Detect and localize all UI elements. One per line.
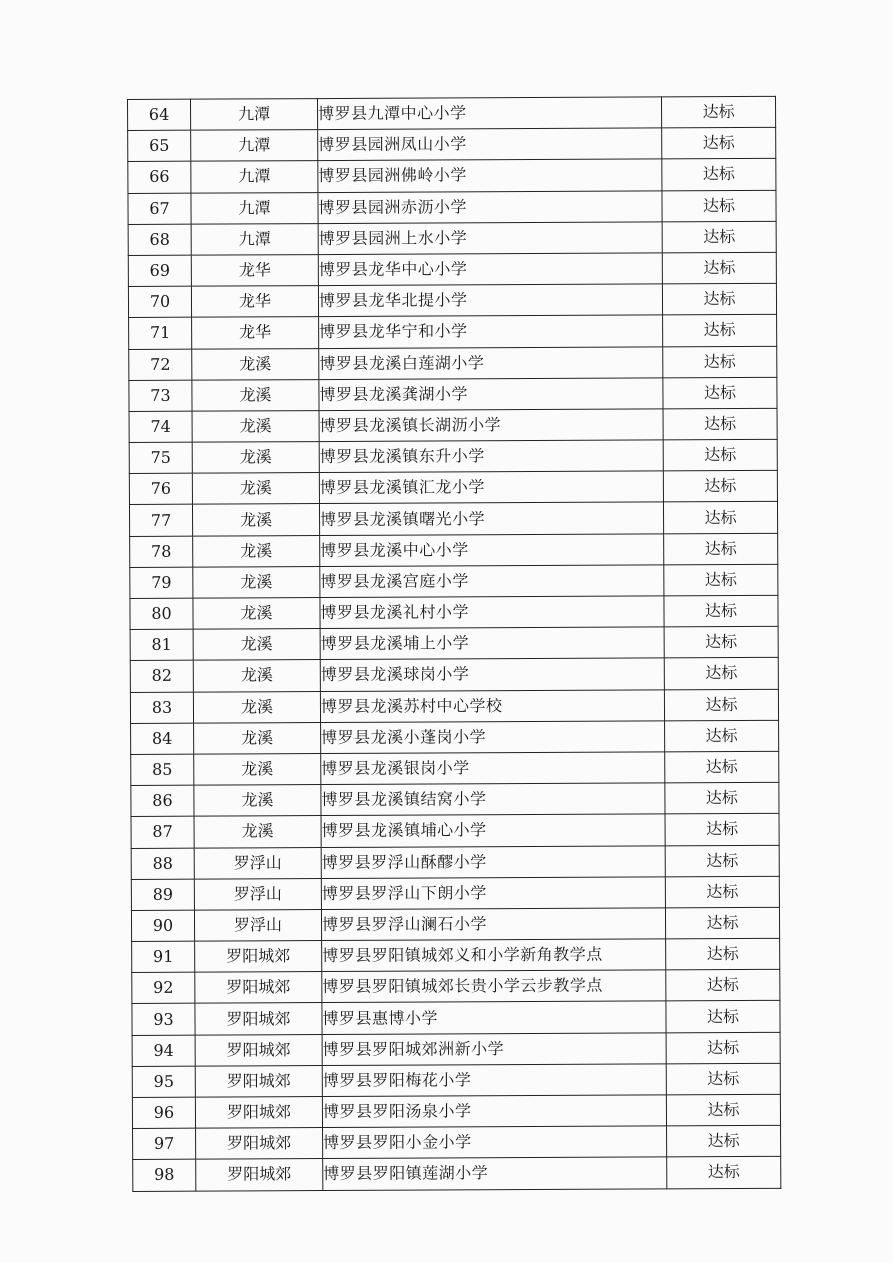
row-number-cell: 70 <box>128 286 191 317</box>
status-cell: 达标 <box>666 938 780 970</box>
status-cell: 达标 <box>662 283 776 315</box>
school-compliance-table <box>127 96 781 1192</box>
row-number-cell: 75 <box>129 442 192 473</box>
school-name-cell: 博罗县龙溪苏村中心学校 <box>320 689 664 722</box>
town-cell: 罗阳城郊 <box>195 1065 322 1097</box>
row-number-cell: 72 <box>129 349 192 380</box>
school-name-cell: 博罗县罗浮山澜石小学 <box>321 908 665 941</box>
status-cell: 达标 <box>663 315 777 347</box>
school-name-cell: 博罗县罗阳镇城郊义和小学新角教学点 <box>322 939 666 972</box>
school-name-cell: 博罗县龙溪礼村小学 <box>320 596 664 629</box>
school-name-cell: 博罗县罗阳城郊洲新小学 <box>322 1033 666 1066</box>
table-row <box>132 1063 780 1097</box>
school-name-cell: 博罗县园洲赤沥小学 <box>318 190 662 223</box>
school-name-cell: 博罗县罗浮山酥醪小学 <box>321 845 665 878</box>
school-name-cell: 博罗县龙溪白莲湖小学 <box>319 346 663 379</box>
school-name-cell: 博罗县龙溪球岗小学 <box>320 658 664 691</box>
status-cell: 达标 <box>665 814 779 846</box>
school-name-cell: 博罗县罗阳镇城郊长贵小学云步教学点 <box>322 970 666 1003</box>
table-row <box>130 533 778 567</box>
town-cell: 九潭 <box>191 161 318 193</box>
row-number-cell: 65 <box>128 130 191 161</box>
school-name-cell: 博罗县龙华北提小学 <box>318 284 662 317</box>
row-number-cell: 73 <box>129 380 192 411</box>
school-name-cell: 博罗县九潭中心小学 <box>318 97 662 130</box>
table-row <box>130 689 778 723</box>
row-number-cell: 66 <box>128 162 191 193</box>
school-name-cell: 博罗县罗阳梅花小学 <box>322 1064 666 1097</box>
school-name-cell: 博罗县罗浮山下朗小学 <box>321 877 665 910</box>
row-number-cell: 97 <box>133 1128 196 1159</box>
row-number-cell: 93 <box>132 1004 195 1035</box>
town-cell: 龙溪 <box>193 535 320 567</box>
town-cell: 罗阳城郊 <box>195 972 322 1004</box>
table-row <box>130 658 778 692</box>
town-cell: 龙溪 <box>192 348 319 380</box>
table-row <box>131 907 779 941</box>
status-cell: 达标 <box>665 720 779 752</box>
table-row <box>132 970 780 1004</box>
town-cell: 罗阳城郊 <box>195 941 322 973</box>
town-cell: 龙溪 <box>192 473 319 505</box>
table-row <box>130 627 778 661</box>
school-name-cell: 博罗县龙溪镇埔心小学 <box>321 814 665 847</box>
school-name-cell: 博罗县龙溪小蓬岗小学 <box>321 721 665 754</box>
row-number-cell: 74 <box>129 411 192 442</box>
table-row <box>131 845 779 879</box>
status-cell: 达标 <box>664 533 778 565</box>
town-cell: 龙溪 <box>194 722 321 754</box>
table-row <box>130 595 778 629</box>
town-cell: 龙溪 <box>192 442 319 474</box>
town-cell: 龙溪 <box>194 785 321 817</box>
town-cell: 罗浮山 <box>194 909 321 941</box>
status-cell: 达标 <box>664 627 778 659</box>
table-row <box>131 782 779 816</box>
school-name-cell: 博罗县龙华宁和小学 <box>319 315 663 348</box>
table-row <box>129 377 777 411</box>
row-number-cell: 94 <box>132 1035 195 1066</box>
row-number-cell: 96 <box>132 1097 195 1128</box>
row-number-cell: 98 <box>133 1160 196 1191</box>
status-cell: 达标 <box>664 564 778 596</box>
status-cell: 达标 <box>666 1032 780 1064</box>
status-cell: 达标 <box>665 907 779 939</box>
status-cell: 达标 <box>666 1094 780 1126</box>
table-row <box>129 471 777 505</box>
row-number-cell: 95 <box>132 1066 195 1097</box>
school-name-cell: 博罗县龙溪宫庭小学 <box>320 565 664 598</box>
table-row <box>132 1094 780 1128</box>
school-name-cell: 博罗县龙华中心小学 <box>318 253 662 286</box>
row-number-cell: 84 <box>131 723 194 754</box>
row-number-cell: 67 <box>128 193 191 224</box>
town-cell: 罗浮山 <box>194 847 321 879</box>
table-row <box>132 1032 780 1066</box>
status-cell: 达标 <box>666 1001 780 1033</box>
table-row <box>128 283 776 317</box>
status-cell: 达标 <box>662 190 776 222</box>
town-cell: 龙溪 <box>194 753 321 785</box>
town-cell: 九潭 <box>191 130 318 162</box>
row-number-cell: 80 <box>130 598 193 629</box>
status-cell: 达标 <box>664 595 778 627</box>
table-body <box>128 96 781 1191</box>
school-name-cell: 博罗县龙溪镇东升小学 <box>319 440 663 473</box>
school-name-cell: 博罗县龙溪中心小学 <box>320 534 664 567</box>
row-number-cell: 78 <box>130 536 193 567</box>
town-cell: 罗浮山 <box>194 878 321 910</box>
table-row <box>129 408 777 442</box>
town-cell: 九潭 <box>191 223 318 255</box>
status-cell: 达标 <box>665 751 779 783</box>
table-row <box>129 315 777 349</box>
town-cell: 罗阳城郊 <box>195 1097 322 1129</box>
row-number-cell: 76 <box>129 473 192 504</box>
row-number-cell: 89 <box>131 879 194 910</box>
status-cell: 达标 <box>662 221 776 253</box>
status-cell: 达标 <box>663 346 777 378</box>
status-cell: 达标 <box>663 377 777 409</box>
school-name-cell: 博罗县罗阳小金小学 <box>323 1126 667 1159</box>
school-name-cell: 博罗县园洲佛岭小学 <box>318 159 662 192</box>
table-row <box>130 564 778 598</box>
status-cell: 达标 <box>664 689 778 721</box>
table-row <box>128 128 776 162</box>
school-name-cell: 博罗县罗阳汤泉小学 <box>322 1095 666 1128</box>
school-name-cell: 博罗县龙溪银岗小学 <box>321 752 665 785</box>
table-row <box>131 751 779 785</box>
table-row <box>129 502 777 536</box>
school-name-cell: 博罗县龙溪镇结窝小学 <box>321 783 665 816</box>
status-cell: 达标 <box>667 1157 781 1189</box>
school-name-cell: 博罗县龙溪龚湖小学 <box>319 378 663 411</box>
table-row <box>128 221 776 255</box>
status-cell: 达标 <box>662 128 776 160</box>
town-cell: 龙溪 <box>192 379 319 411</box>
town-cell: 九潭 <box>191 192 318 224</box>
row-number-cell: 92 <box>132 972 195 1003</box>
school-name-cell: 博罗县园洲凤山小学 <box>318 128 662 161</box>
status-cell: 达标 <box>666 970 780 1002</box>
town-cell: 龙溪 <box>193 566 320 598</box>
town-cell: 罗阳城郊 <box>195 1034 322 1066</box>
table-row <box>131 720 779 754</box>
town-cell: 九潭 <box>191 99 318 131</box>
town-cell: 罗阳城郊 <box>195 1003 322 1035</box>
school-name-cell: 博罗县惠博小学 <box>322 1001 666 1034</box>
town-cell: 罗阳城郊 <box>196 1128 323 1160</box>
row-number-cell: 86 <box>131 785 194 816</box>
row-number-cell: 91 <box>132 941 195 972</box>
status-cell: 达标 <box>662 159 776 191</box>
row-number-cell: 71 <box>129 317 192 348</box>
table-row <box>128 252 776 286</box>
status-cell: 达标 <box>663 471 777 503</box>
status-cell: 达标 <box>662 252 776 284</box>
school-name-cell: 博罗县罗阳镇莲湖小学 <box>323 1157 667 1190</box>
status-cell: 达标 <box>665 876 779 908</box>
table-row <box>132 1001 780 1035</box>
school-name-cell: 博罗县园洲上水小学 <box>318 222 662 255</box>
row-number-cell: 81 <box>130 629 193 660</box>
town-cell: 龙溪 <box>193 598 320 630</box>
status-cell: 达标 <box>667 1126 781 1158</box>
row-number-cell: 87 <box>131 816 194 847</box>
row-number-cell: 79 <box>130 567 193 598</box>
row-number-cell: 82 <box>130 661 193 692</box>
row-number-cell: 90 <box>131 910 194 941</box>
table-row <box>129 439 777 473</box>
school-name-cell: 博罗县龙溪镇曙光小学 <box>319 502 663 535</box>
town-cell: 龙溪 <box>193 660 320 692</box>
school-name-cell: 博罗县龙溪镇汇龙小学 <box>319 471 663 504</box>
town-cell: 龙华 <box>192 317 319 349</box>
town-cell: 龙华 <box>191 255 318 287</box>
table-row <box>132 938 780 972</box>
row-number-cell: 69 <box>128 255 191 286</box>
row-number-cell: 68 <box>128 224 191 255</box>
table-row <box>128 159 776 193</box>
table-row <box>128 96 776 130</box>
town-cell: 龙溪 <box>192 410 319 442</box>
table-row <box>129 346 777 380</box>
school-name-cell: 博罗县龙溪埔上小学 <box>320 627 664 660</box>
table-row <box>133 1126 781 1160</box>
school-name-cell: 博罗县龙溪镇长湖沥小学 <box>319 409 663 442</box>
town-cell: 龙溪 <box>192 504 319 536</box>
row-number-cell: 64 <box>128 99 191 130</box>
row-number-cell: 85 <box>131 754 194 785</box>
table-row <box>131 876 779 910</box>
table-row <box>128 190 776 224</box>
town-cell: 龙溪 <box>193 691 320 723</box>
status-cell: 达标 <box>664 658 778 690</box>
row-number-cell: 83 <box>130 692 193 723</box>
table-row <box>131 814 779 848</box>
town-cell: 龙溪 <box>193 629 320 661</box>
town-cell: 罗阳城郊 <box>196 1159 323 1191</box>
status-cell: 达标 <box>663 502 777 534</box>
status-cell: 达标 <box>663 408 777 440</box>
status-cell: 达标 <box>665 845 779 877</box>
status-cell: 达标 <box>666 1063 780 1095</box>
town-cell: 龙华 <box>191 286 318 318</box>
status-cell: 达标 <box>663 439 777 471</box>
table-row <box>133 1157 781 1191</box>
row-number-cell: 88 <box>131 848 194 879</box>
row-number-cell: 77 <box>129 505 192 536</box>
status-cell: 达标 <box>665 782 779 814</box>
town-cell: 龙溪 <box>194 816 321 848</box>
status-cell: 达标 <box>661 96 775 128</box>
